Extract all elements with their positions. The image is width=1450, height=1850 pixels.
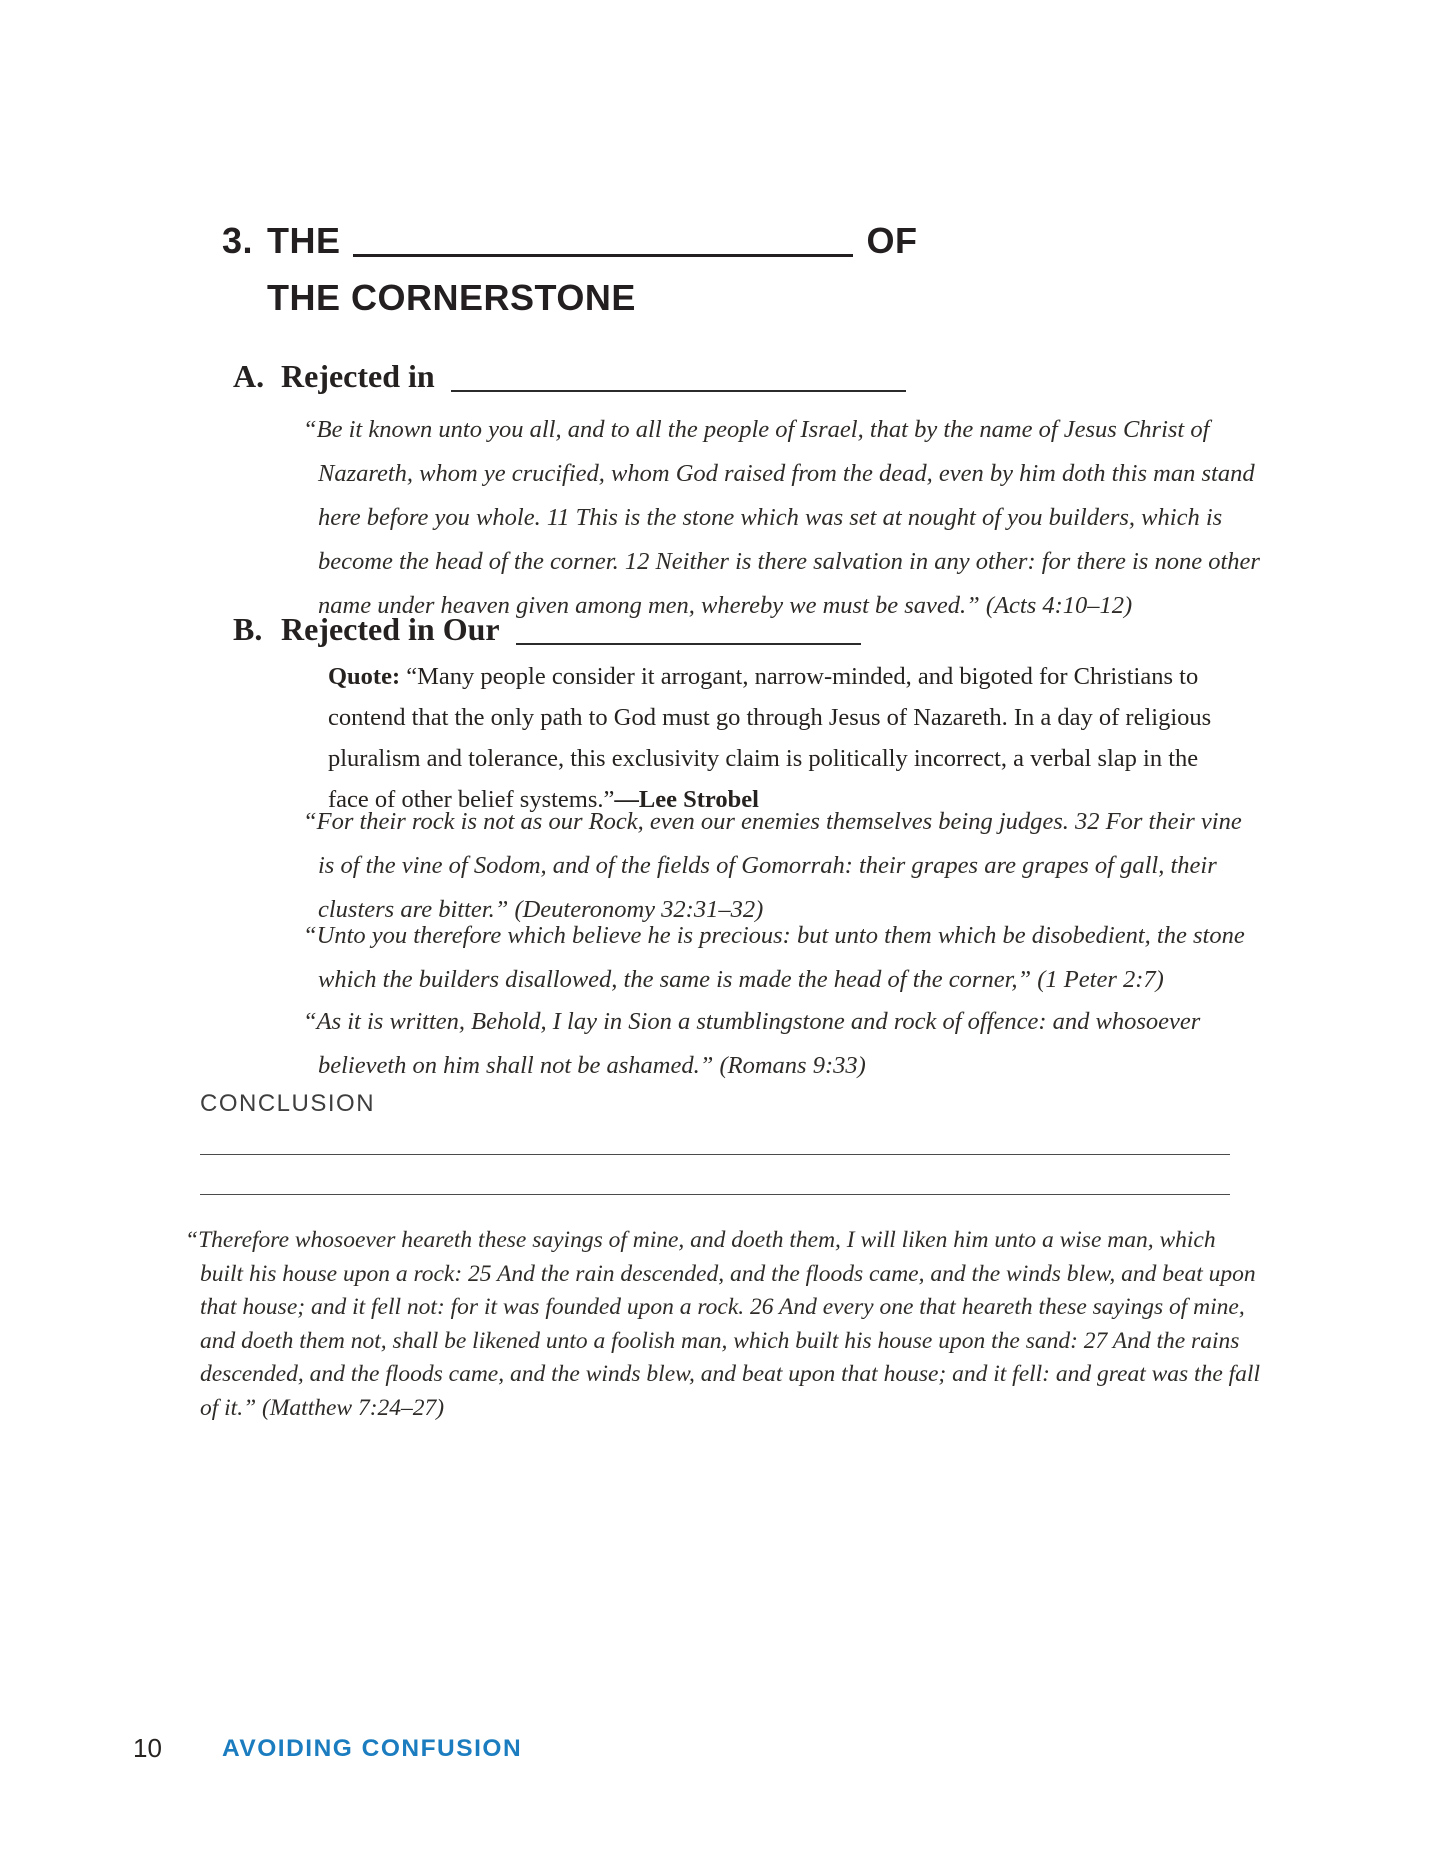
chapter-number: 3. <box>222 220 254 261</box>
chapter-heading-line1 <box>222 220 918 262</box>
section-b-heading <box>233 611 861 648</box>
chapter-heading <box>222 220 918 319</box>
matthew-scripture-quote: “Therefore whosoever heareth these sayings of mine, and doeth them, I will liken him unto a wise man, which built his house upon a rock: 25 And the rain descended, and the floods came, and the winds blew, and beat upon that house; and it fell not: for it was founded upon a rock. 26 And every one that heareth these sayings of mine, and doeth them not, shall be likened unto a foolish man, which built his house upon the sand: 27 And the rains descended, and the floods came, and the winds blew, and beat upon that house; and it fell: and great was the fall of it.” (Matthew 7:24–27) <box>185 1227 1260 1421</box>
chapter-heading-post-blank: OF <box>866 220 918 261</box>
quote-text: “Many people consider it arrogant, narrow-minded, and bigoted for Christians to contend that the only path to God must go through Jesus of Nazareth. In a day of religious pluralism and tolerance, this exclusivity claim is politically incorrect, a verbal slap in the face of other belief systems.” <box>328 663 1212 813</box>
conclusion-writing-line-1[interactable] <box>200 1154 1230 1155</box>
section-a-letter: A. <box>233 358 265 394</box>
footer-book-title: AVOIDING CONFUSION <box>222 1735 523 1762</box>
section-b-title: Rejected in Our <box>281 611 500 647</box>
quote-label: Quote: <box>328 663 401 690</box>
section-b-fill-in-blank-line[interactable] <box>516 643 861 645</box>
section-b-letter: B. <box>233 611 263 647</box>
section-a-title: Rejected in <box>281 358 435 394</box>
strobel-quote <box>328 656 1233 820</box>
chapter-heading-pre-blank: THE <box>267 220 341 261</box>
chapter-heading-line2: THE CORNERSTONE <box>267 277 636 318</box>
chapter-fill-in-blank-line[interactable] <box>353 254 853 257</box>
page-number: 10 <box>133 1733 162 1763</box>
conclusion-heading: CONCLUSION <box>200 1090 376 1117</box>
section-a-heading <box>233 358 906 395</box>
conclusion-writing-line-2[interactable] <box>200 1194 1230 1195</box>
section-a-fill-in-blank-line[interactable] <box>451 390 906 392</box>
acts-scripture-quote: “Be it known unto you all, and to all the people of Israel, that by the name of Jesus Christ of Nazareth, whom ye crucified, whom God raised from the dead, even by him doth this man stand here before you whole. 11 This is the stone which was set at nought of you builders, which is become the head of the corner. 12 Neither is there salvation in any other: for there is none other name under heaven given among men, whereby we must be saved.” (Acts 4:10–12) <box>303 416 1260 619</box>
quote-attribution: —Lee Strobel <box>614 786 759 813</box>
first-peter-scripture-quote: “Unto you therefore which believe he is precious: but unto them which be disobedient, the stone which the builders disallowed, the same is made the head of the corner,” (1 Peter 2:7) <box>303 922 1245 993</box>
deuteronomy-scripture-quote: “For their rock is not as our Rock, even our enemies themselves being judges. 32 For their vine is of the vine of Sodom, and of the fields of Gomorrah: their grapes are grapes of gall, their clusters are bitter.” (Deuteronomy 32:31–32) <box>303 808 1242 923</box>
romans-scripture-quote: “As it is written, Behold, I lay in Sion a stumblingstone and rock of offence: and whosoever believeth on him shall not be ashamed.” (Romans 9:33) <box>303 1008 1201 1079</box>
